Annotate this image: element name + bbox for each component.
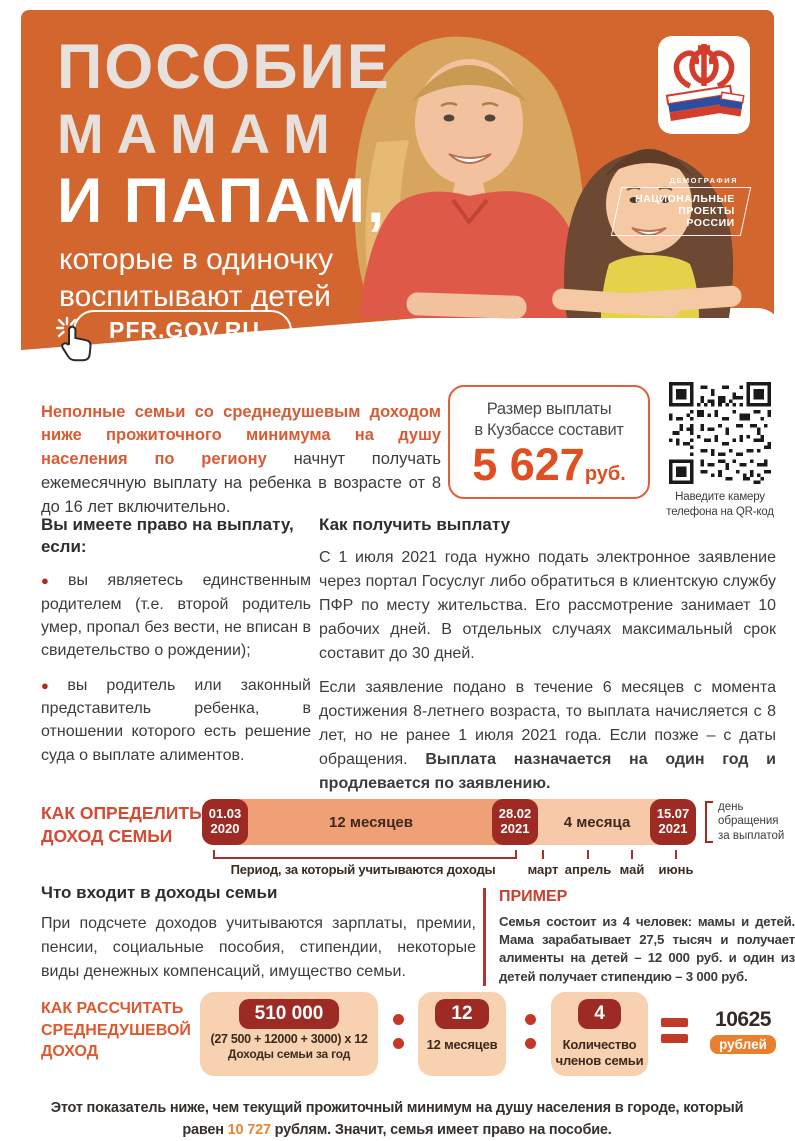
payment-currency: руб. [585, 463, 626, 485]
payment-label-line2: в Кузбассе составит [450, 420, 648, 441]
calc-months-value: 12 [435, 999, 488, 1029]
bullet-dot-icon: ● [41, 573, 64, 588]
click-cursor-icon [55, 316, 97, 364]
calculation-heading-line1: КАК РАССЧИТАТЬ [41, 998, 191, 1020]
footer-note [47, 1097, 747, 1141]
payment-amount-box [448, 385, 650, 499]
example-box [483, 888, 795, 986]
how-to-paragraph-1: С 1 июля 2021 года нужно подать электронное заявление через портал Госуслуг либо обратиться в клиентскую службу ПФР по месту жительства. Его рассмотрение занимает 10 рабочих дней. В отдельных случаях максимальный срок составит до 30 дней. [319, 546, 776, 666]
calc-formula: (27 500 + 12000 + 3000) x 12 [200, 1032, 378, 1046]
timeline-month-label: март [516, 862, 570, 877]
national-projects-box [611, 187, 751, 236]
calc-members-label-line2: членов семьи [551, 1053, 648, 1069]
poster [1, 0, 794, 1122]
hero-subtitle-line1: которые в одиночку [59, 242, 333, 279]
qr-code [669, 382, 771, 484]
timeline-date-3 [650, 799, 696, 845]
timeline-month-label: май [605, 862, 659, 877]
eligibility-bullet-1-text: вы являетесь единственным родителем (т.е. второй родитель умер, пропал без вести, не вписан в свидетельство о рождении); [41, 572, 311, 659]
white-ledge [423, 308, 783, 378]
calc-card-family-members [551, 992, 648, 1076]
calc-result-unit-pill [701, 1035, 785, 1054]
national-projects-line3: РОССИИ [635, 217, 735, 229]
footer-part2: рублям. Значит, семья имеет право на пособие. [271, 1122, 612, 1138]
intro-highlight: Неполные семьи со среднедушевым доходом ниже прожиточного минимума на душу населения по региону [41, 403, 441, 469]
intro-rest: начнут получать ежемесячную выплату на ребенка в возрасте от 8 до 16 лет включительно. [41, 450, 441, 516]
qr-caption-line1: Наведите камеру [651, 490, 789, 505]
timeline-date-2-year: 2021 [501, 822, 530, 837]
example-text: Семья состоит из 4 человек: мамы и детей. Мама зарабатывает 27,5 тысяч и получает алименты на детей – 12 000 руб. и один из детей получает стипендию – 3 000 руб. [499, 913, 795, 986]
income-composition-section [41, 882, 476, 984]
how-to-paragraph-2-normal: Если заявление подано в течение 6 месяцев с момента достижения 8-летнего возраста, то выплата начисляется с 8 лет, но не ранее 1 июля 2021 года. Если позже – с даты обращения. [319, 679, 776, 768]
hero-subtitle-line2: воспитывают детей [59, 279, 333, 316]
eligibility-bullet-2 [41, 674, 311, 767]
timeline-heading [41, 802, 202, 848]
timeline-date-1-year: 2020 [211, 822, 240, 837]
payment-amount: 5 627 [472, 439, 585, 490]
calculation-heading-line3: ДОХОД [41, 1041, 191, 1063]
timeline-note-line1: день [718, 800, 794, 814]
timeline-bar-4-months: 4 месяца [498, 799, 696, 845]
hero-subtitle [59, 242, 333, 315]
pfr-logo [656, 34, 752, 136]
timeline-date-1-day: 01.03 [209, 807, 242, 822]
calculation-heading [41, 998, 191, 1063]
national-projects-logo [614, 176, 746, 252]
calc-months-label: 12 месяцев [418, 1037, 506, 1053]
income-text: При подсчете доходов учитываются зарплаты, премии, пенсии, социальные пособия, стипендии, некоторые виды денежных компенсаций, имущество семьи. [41, 912, 476, 984]
how-to-section [319, 514, 776, 796]
calculation-section [1, 988, 794, 1082]
timeline-application-day-note [718, 800, 794, 843]
timeline-bar-12-months: 12 месяцев [204, 799, 538, 845]
calc-members-value: 4 [578, 999, 621, 1029]
footer-highlight: 10 727 [228, 1122, 271, 1138]
calc-members-label-line1: Количество [551, 1037, 648, 1053]
footer-part1: Этот показатель ниже, чем текущий прожиточный минимум на душу населения в городе, который равен [51, 1100, 744, 1138]
qr-caption-line2: телефона на QR-код [651, 505, 789, 520]
timeline-date-2-day: 28.02 [499, 807, 532, 822]
example-heading: ПРИМЕР [499, 888, 795, 906]
timeline-month-tick [675, 850, 677, 859]
national-projects-line2: ПРОЕКТЫ [635, 205, 735, 217]
timeline-period-bracket [213, 850, 517, 859]
how-to-paragraph-2 [319, 676, 776, 796]
calc-card-yearly-income [200, 992, 378, 1076]
timeline-date-1 [202, 799, 248, 845]
hero-title-line1: ПОСОБИЕ [57, 36, 391, 99]
hero-title-line3: И ПАПАМ, [57, 170, 387, 233]
eligibility-bullet-2-text: вы родитель или законный представитель ребенка, в отношении которого есть решение суда о выплате алиментов. [41, 677, 311, 764]
calc-card-months [418, 992, 506, 1076]
calc-members-label [551, 1037, 648, 1068]
calc-yearly-income-value: 510 000 [239, 999, 340, 1029]
payment-label-line1: Размер выплаты [450, 399, 648, 420]
timeline-date-2 [492, 799, 538, 845]
income-heading: Что входит в доходы семьи [41, 882, 476, 904]
hero-title-line2: МАМАМ [57, 106, 343, 162]
national-projects-line1: НАЦИОНАЛЬНЫЕ [635, 193, 735, 205]
timeline-date-3-year: 2021 [659, 822, 688, 837]
calc-yearly-income-label: Доходы семьи за год [200, 1047, 378, 1061]
bullet-dot-icon: ● [41, 678, 63, 693]
intro-paragraph [41, 401, 441, 520]
timeline-date-3-day: 15.07 [657, 807, 690, 822]
timeline-month-tick [542, 850, 544, 859]
timeline-note-line2: обращения [718, 814, 794, 828]
hero-banner [21, 10, 774, 362]
timeline-month-tick [631, 850, 633, 859]
eligibility-bullet-1 [41, 569, 311, 662]
calc-result-unit-text: рублей [710, 1035, 776, 1054]
how-to-heading: Как получить выплату [319, 514, 776, 536]
income-timeline [1, 793, 794, 885]
site-link-button[interactable]: PFR.GOV.RU [73, 310, 292, 352]
timeline-heading-line2: ДОХОД СЕМЬИ [41, 825, 202, 848]
calculation-heading-line2: СРЕДНЕДУШЕВОЙ [41, 1020, 191, 1042]
eligibility-heading: Вы имеете право на выплату, если: [41, 514, 311, 558]
timeline-period-label: Период, за который учитываются доходы [213, 862, 513, 877]
timeline-note-line3: за выплатой [718, 829, 794, 843]
timeline-heading-line1: КАК ОПРЕДЕЛИТЬ [41, 802, 202, 825]
eligibility-section [41, 514, 311, 767]
timeline-month-label: апрель [561, 862, 615, 877]
timeline-month-label: июнь [649, 862, 703, 877]
timeline-right-bracket [705, 801, 714, 843]
timeline-month-tick [587, 850, 589, 859]
how-to-paragraph-2-bold: Выплата назначается на один год и продлевается по заявлению. [319, 751, 776, 792]
calc-result-value: 10625 [701, 1008, 785, 1032]
national-projects-top-label: ДЕМОГРАФИЯ [614, 176, 738, 185]
